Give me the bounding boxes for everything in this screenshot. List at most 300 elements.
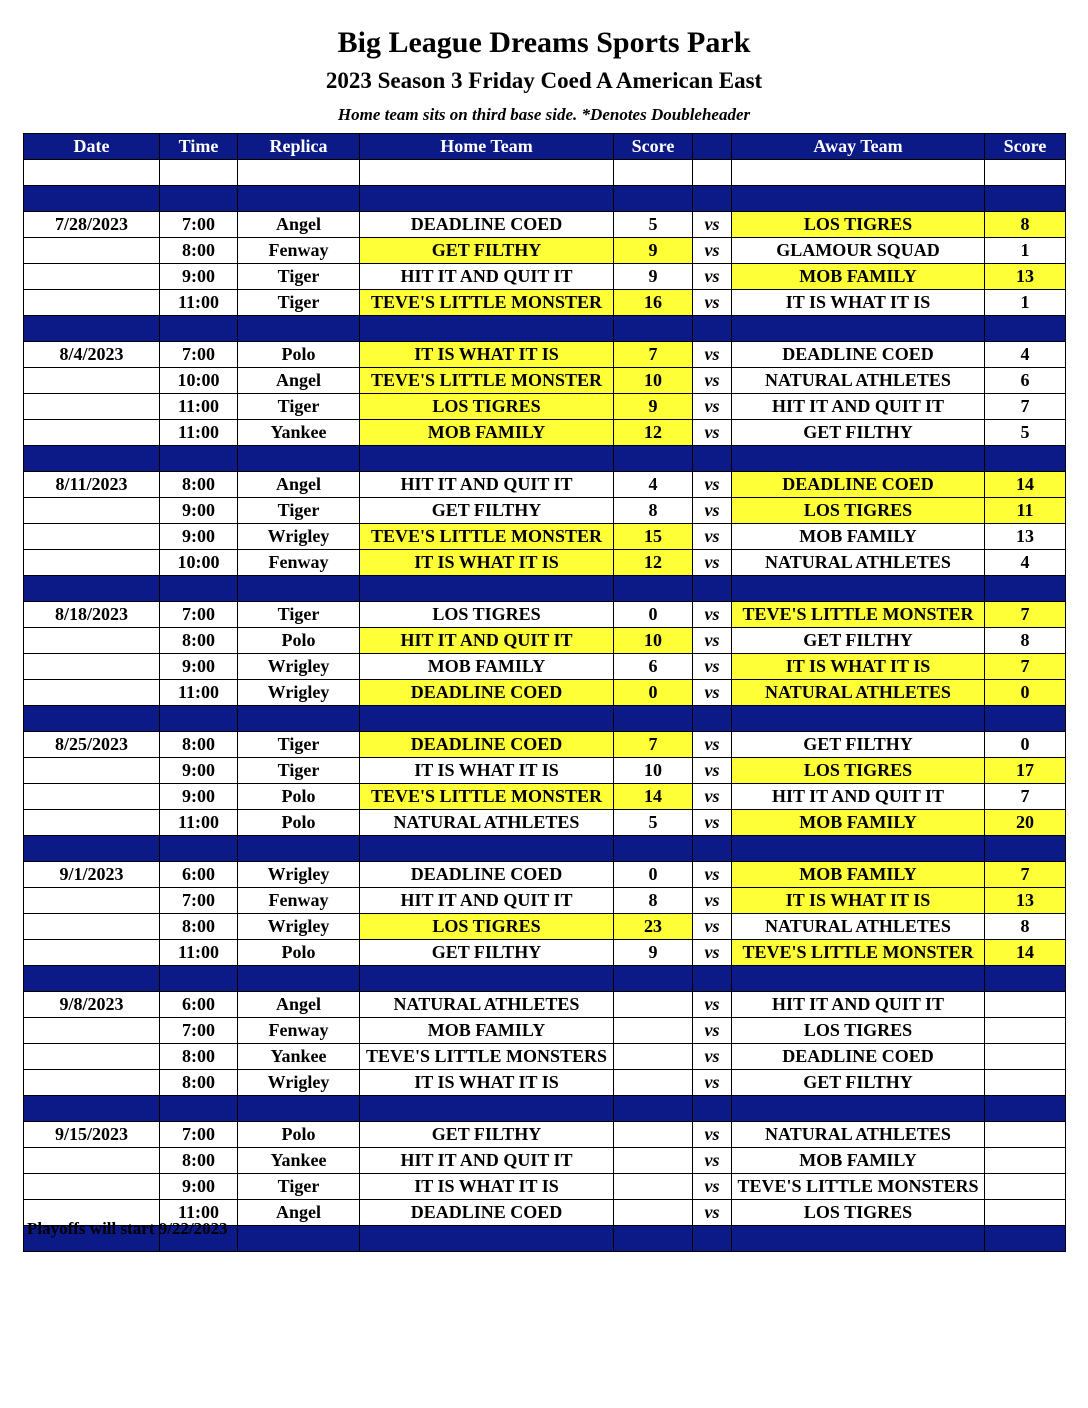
game-row: [24, 914, 1066, 940]
field-cell: Wrigley: [238, 524, 360, 550]
home-team-cell: GET FILTHY: [360, 1122, 614, 1148]
home-score-cell: 8: [614, 888, 693, 914]
separator-cell: [360, 836, 614, 862]
separator-cell: [238, 1096, 360, 1122]
away-team-cell: HIT IT AND QUIT IT: [732, 992, 985, 1018]
date-cell: [24, 888, 160, 914]
away-score-cell: 7: [985, 784, 1066, 810]
field-cell: Yankee: [238, 420, 360, 446]
home-team-cell: HIT IT AND QUIT IT: [360, 472, 614, 498]
field-cell: Tiger: [238, 732, 360, 758]
blank-cell: [732, 160, 985, 186]
separator-cell: [160, 966, 238, 992]
time-cell: 9:00: [160, 498, 238, 524]
separator-cell: [238, 1226, 360, 1252]
blank-cell: [693, 160, 732, 186]
separator-cell: [732, 1096, 985, 1122]
game-row: [24, 212, 1066, 238]
vs-cell: vs: [693, 498, 732, 524]
game-row: [24, 420, 1066, 446]
separator-cell: [985, 706, 1066, 732]
away-team-cell: LOS TIGRES: [732, 212, 985, 238]
away-team-cell: MOB FAMILY: [732, 524, 985, 550]
away-score-cell: 1: [985, 238, 1066, 264]
game-row: [24, 368, 1066, 394]
col-header-away-score: Score: [985, 134, 1066, 160]
date-cell: [24, 758, 160, 784]
separator-cell: [732, 966, 985, 992]
vs-cell: vs: [693, 550, 732, 576]
home-score-cell: 14: [614, 784, 693, 810]
separator-cell: [614, 316, 693, 342]
field-cell: Fenway: [238, 238, 360, 264]
date-cell: [24, 264, 160, 290]
field-cell: Fenway: [238, 550, 360, 576]
away-team-cell: HIT IT AND QUIT IT: [732, 784, 985, 810]
home-team-cell: GET FILTHY: [360, 238, 614, 264]
separator-cell: [160, 316, 238, 342]
home-team-cell: HIT IT AND QUIT IT: [360, 264, 614, 290]
away-team-cell: HIT IT AND QUIT IT: [732, 394, 985, 420]
time-cell: 6:00: [160, 862, 238, 888]
vs-cell: vs: [693, 1070, 732, 1096]
time-cell: 9:00: [160, 1174, 238, 1200]
away-team-cell: GET FILTHY: [732, 1070, 985, 1096]
game-row: [24, 784, 1066, 810]
vs-cell: vs: [693, 394, 732, 420]
game-row: [24, 888, 1066, 914]
home-score-cell: 16: [614, 290, 693, 316]
away-team-cell: MOB FAMILY: [732, 1148, 985, 1174]
time-cell: 7:00: [160, 212, 238, 238]
field-cell: Polo: [238, 810, 360, 836]
home-team-cell: IT IS WHAT IT IS: [360, 550, 614, 576]
home-team-cell: IT IS WHAT IT IS: [360, 342, 614, 368]
home-score-cell: 10: [614, 758, 693, 784]
game-row: [24, 264, 1066, 290]
vs-cell: vs: [693, 1148, 732, 1174]
date-cell: [24, 810, 160, 836]
home-team-cell: TEVE'S LITTLE MONSTER: [360, 524, 614, 550]
away-score-cell: 5: [985, 420, 1066, 446]
col-header-home-team: Home Team: [360, 134, 614, 160]
home-team-cell: HIT IT AND QUIT IT: [360, 1148, 614, 1174]
time-cell: 11:00: [160, 394, 238, 420]
away-team-cell: NATURAL ATHLETES: [732, 1122, 985, 1148]
away-score-cell: 4: [985, 550, 1066, 576]
blank-cell: [238, 160, 360, 186]
field-cell: Fenway: [238, 888, 360, 914]
vs-cell: vs: [693, 914, 732, 940]
separator-cell: [693, 966, 732, 992]
home-team-cell: IT IS WHAT IT IS: [360, 1174, 614, 1200]
separator-cell: [614, 1226, 693, 1252]
field-cell: Angel: [238, 368, 360, 394]
home-score-cell: 9: [614, 394, 693, 420]
game-row: [24, 940, 1066, 966]
away-team-cell: NATURAL ATHLETES: [732, 550, 985, 576]
away-score-cell: 13: [985, 888, 1066, 914]
field-cell: Angel: [238, 1200, 360, 1226]
separator-cell: [238, 706, 360, 732]
time-cell: 8:00: [160, 1070, 238, 1096]
time-cell: 9:00: [160, 758, 238, 784]
away-team-cell: GET FILTHY: [732, 420, 985, 446]
time-cell: 11:00: [160, 420, 238, 446]
separator-cell: [732, 316, 985, 342]
field-cell: Angel: [238, 992, 360, 1018]
time-cell: 11:00: [160, 680, 238, 706]
away-team-cell: NATURAL ATHLETES: [732, 680, 985, 706]
vs-cell: vs: [693, 628, 732, 654]
home-team-cell: LOS TIGRES: [360, 602, 614, 628]
date-cell: [24, 628, 160, 654]
col-header-replica: Replica: [238, 134, 360, 160]
separator-cell: [160, 446, 238, 472]
date-cell: 8/11/2023: [24, 472, 160, 498]
field-cell: Wrigley: [238, 862, 360, 888]
separator-cell: [693, 186, 732, 212]
separator-cell: [238, 836, 360, 862]
col-header-time: Time: [160, 134, 238, 160]
vs-cell: vs: [693, 732, 732, 758]
home-score-cell: 10: [614, 368, 693, 394]
vs-cell: vs: [693, 1122, 732, 1148]
time-cell: 7:00: [160, 1018, 238, 1044]
vs-cell: vs: [693, 810, 732, 836]
game-row: [24, 628, 1066, 654]
time-cell: 6:00: [160, 992, 238, 1018]
date-cell: [24, 394, 160, 420]
field-cell: Tiger: [238, 758, 360, 784]
date-cell: [24, 654, 160, 680]
vs-cell: vs: [693, 1044, 732, 1070]
time-cell: 8:00: [160, 914, 238, 940]
game-row: [24, 342, 1066, 368]
separator-cell: [614, 836, 693, 862]
home-score-cell: 23: [614, 914, 693, 940]
vs-cell: vs: [693, 602, 732, 628]
separator-cell: [732, 186, 985, 212]
week-separator-row: [24, 966, 1066, 992]
away-team-cell: DEADLINE COED: [732, 1044, 985, 1070]
home-score-cell: [614, 1174, 693, 1200]
away-score-cell: 0: [985, 732, 1066, 758]
away-score-cell: 13: [985, 264, 1066, 290]
field-cell: Angel: [238, 212, 360, 238]
date-cell: 7/28/2023: [24, 212, 160, 238]
date-cell: 9/8/2023: [24, 992, 160, 1018]
date-cell: 8/4/2023: [24, 342, 160, 368]
separator-cell: [732, 576, 985, 602]
vs-cell: vs: [693, 472, 732, 498]
separator-cell: [24, 706, 160, 732]
field-cell: Polo: [238, 628, 360, 654]
separator-cell: [693, 836, 732, 862]
game-row: [24, 1018, 1066, 1044]
separator-cell: [238, 966, 360, 992]
home-team-cell: HIT IT AND QUIT IT: [360, 628, 614, 654]
home-team-cell: GET FILTHY: [360, 498, 614, 524]
col-header-away-team: Away Team: [732, 134, 985, 160]
date-cell: [24, 1070, 160, 1096]
separator-cell: [360, 576, 614, 602]
time-cell: 7:00: [160, 888, 238, 914]
away-team-cell: MOB FAMILY: [732, 264, 985, 290]
vs-cell: vs: [693, 1018, 732, 1044]
home-score-cell: 9: [614, 940, 693, 966]
away-score-cell: [985, 1200, 1066, 1226]
field-cell: Wrigley: [238, 914, 360, 940]
away-score-cell: [985, 1044, 1066, 1070]
vs-cell: vs: [693, 680, 732, 706]
game-row: [24, 602, 1066, 628]
away-team-cell: IT IS WHAT IT IS: [732, 290, 985, 316]
home-score-cell: 5: [614, 810, 693, 836]
game-row: [24, 1174, 1066, 1200]
blank-cell: [614, 160, 693, 186]
home-team-cell: IT IS WHAT IT IS: [360, 1070, 614, 1096]
away-team-cell: LOS TIGRES: [732, 1018, 985, 1044]
away-score-cell: 20: [985, 810, 1066, 836]
schedule-body: [24, 160, 1066, 1252]
game-row: [24, 1044, 1066, 1070]
away-team-cell: IT IS WHAT IT IS: [732, 654, 985, 680]
game-row: [24, 524, 1066, 550]
date-cell: 9/15/2023: [24, 1122, 160, 1148]
away-team-cell: TEVE'S LITTLE MONSTER: [732, 602, 985, 628]
separator-cell: [24, 186, 160, 212]
home-team-cell: LOS TIGRES: [360, 394, 614, 420]
field-cell: Fenway: [238, 1018, 360, 1044]
vs-cell: vs: [693, 264, 732, 290]
separator-cell: [160, 706, 238, 732]
away-team-cell: GET FILTHY: [732, 628, 985, 654]
home-score-cell: 0: [614, 862, 693, 888]
game-row: [24, 1070, 1066, 1096]
separator-cell: [732, 1226, 985, 1252]
separator-cell: [985, 1226, 1066, 1252]
separator-cell: [24, 966, 160, 992]
vs-cell: vs: [693, 524, 732, 550]
away-score-cell: 7: [985, 602, 1066, 628]
game-row: [24, 862, 1066, 888]
date-cell: [24, 550, 160, 576]
game-row: [24, 758, 1066, 784]
away-score-cell: 6: [985, 368, 1066, 394]
away-team-cell: TEVE'S LITTLE MONSTERS: [732, 1174, 985, 1200]
separator-cell: [238, 576, 360, 602]
vs-cell: vs: [693, 1200, 732, 1226]
separator-cell: [985, 186, 1066, 212]
game-row: [24, 472, 1066, 498]
vs-cell: vs: [693, 420, 732, 446]
away-team-cell: NATURAL ATHLETES: [732, 914, 985, 940]
vs-cell: vs: [693, 888, 732, 914]
time-cell: 9:00: [160, 264, 238, 290]
away-score-cell: 14: [985, 472, 1066, 498]
home-score-cell: 6: [614, 654, 693, 680]
date-cell: [24, 784, 160, 810]
home-team-cell: NATURAL ATHLETES: [360, 992, 614, 1018]
game-row: [24, 732, 1066, 758]
separator-cell: [985, 966, 1066, 992]
field-cell: Wrigley: [238, 680, 360, 706]
separator-cell: [24, 1096, 160, 1122]
home-team-cell: DEADLINE COED: [360, 862, 614, 888]
home-score-cell: [614, 1200, 693, 1226]
away-score-cell: 11: [985, 498, 1066, 524]
vs-cell: vs: [693, 940, 732, 966]
separator-cell: [732, 446, 985, 472]
home-score-cell: 4: [614, 472, 693, 498]
away-score-cell: [985, 1070, 1066, 1096]
separator-cell: [693, 576, 732, 602]
week-separator-row: [24, 836, 1066, 862]
time-cell: 11:00: [160, 1200, 238, 1226]
home-score-cell: 7: [614, 342, 693, 368]
home-team-cell: TEVE'S LITTLE MONSTERS: [360, 1044, 614, 1070]
field-cell: Tiger: [238, 264, 360, 290]
field-cell: Tiger: [238, 498, 360, 524]
separator-cell: [24, 446, 160, 472]
home-team-cell: DEADLINE COED: [360, 212, 614, 238]
field-cell: Tiger: [238, 602, 360, 628]
date-cell: [24, 1044, 160, 1070]
game-row: [24, 992, 1066, 1018]
separator-cell: [693, 316, 732, 342]
blank-cell: [985, 160, 1066, 186]
away-score-cell: 14: [985, 940, 1066, 966]
away-score-cell: [985, 1018, 1066, 1044]
away-team-cell: DEADLINE COED: [732, 472, 985, 498]
field-cell: Polo: [238, 940, 360, 966]
time-cell: 8:00: [160, 1148, 238, 1174]
home-team-cell: MOB FAMILY: [360, 654, 614, 680]
away-team-cell: GET FILTHY: [732, 732, 985, 758]
separator-cell: [160, 186, 238, 212]
schedule-table: [23, 133, 1066, 1252]
vs-cell: vs: [693, 212, 732, 238]
col-header-home-score: Score: [614, 134, 693, 160]
vs-cell: vs: [693, 758, 732, 784]
home-team-cell: TEVE'S LITTLE MONSTER: [360, 784, 614, 810]
separator-cell: [360, 1096, 614, 1122]
away-score-cell: 7: [985, 394, 1066, 420]
time-cell: 7:00: [160, 1122, 238, 1148]
away-team-cell: MOB FAMILY: [732, 810, 985, 836]
time-cell: 8:00: [160, 472, 238, 498]
away-team-cell: GLAMOUR SQUAD: [732, 238, 985, 264]
field-cell: Polo: [238, 1122, 360, 1148]
vs-cell: vs: [693, 290, 732, 316]
separator-cell: [732, 836, 985, 862]
home-team-cell: DEADLINE COED: [360, 732, 614, 758]
home-score-cell: 9: [614, 238, 693, 264]
separator-cell: [693, 1096, 732, 1122]
vs-cell: vs: [693, 342, 732, 368]
away-score-cell: 1: [985, 290, 1066, 316]
game-row: [24, 1122, 1066, 1148]
field-cell: Angel: [238, 472, 360, 498]
vs-cell: vs: [693, 368, 732, 394]
time-cell: 9:00: [160, 784, 238, 810]
away-score-cell: 4: [985, 342, 1066, 368]
separator-cell: [985, 576, 1066, 602]
separator-cell: [238, 186, 360, 212]
away-score-cell: 0: [985, 680, 1066, 706]
away-team-cell: DEADLINE COED: [732, 342, 985, 368]
separator-cell: [360, 446, 614, 472]
away-team-cell: TEVE'S LITTLE MONSTER: [732, 940, 985, 966]
date-cell: [24, 290, 160, 316]
away-team-cell: LOS TIGRES: [732, 758, 985, 784]
date-cell: [24, 1148, 160, 1174]
col-header-date: Date: [24, 134, 160, 160]
home-team-cell: TEVE'S LITTLE MONSTER: [360, 290, 614, 316]
home-score-cell: [614, 1148, 693, 1174]
time-cell: 11:00: [160, 810, 238, 836]
week-separator-row: [24, 446, 1066, 472]
game-row: [24, 498, 1066, 524]
field-cell: Tiger: [238, 1174, 360, 1200]
home-team-cell: DEADLINE COED: [360, 1200, 614, 1226]
date-cell: [24, 368, 160, 394]
time-cell: 10:00: [160, 550, 238, 576]
home-team-cell: MOB FAMILY: [360, 1018, 614, 1044]
away-score-cell: [985, 1148, 1066, 1174]
home-team-cell: IT IS WHAT IT IS: [360, 758, 614, 784]
separator-cell: [732, 706, 985, 732]
vs-cell: vs: [693, 1174, 732, 1200]
time-cell: 8:00: [160, 238, 238, 264]
away-score-cell: 8: [985, 914, 1066, 940]
blank-cell: [24, 160, 160, 186]
home-score-cell: [614, 1018, 693, 1044]
date-cell: [24, 914, 160, 940]
home-score-cell: [614, 1044, 693, 1070]
home-score-cell: 0: [614, 680, 693, 706]
date-cell: 8/18/2023: [24, 602, 160, 628]
game-row: [24, 654, 1066, 680]
week-separator-row: [24, 576, 1066, 602]
home-score-cell: 5: [614, 212, 693, 238]
col-header-vs: [693, 134, 732, 160]
home-score-cell: 15: [614, 524, 693, 550]
date-cell: [24, 238, 160, 264]
vs-cell: vs: [693, 992, 732, 1018]
playoffs-footnote: Playoffs will start 9/22/2023: [27, 1219, 228, 1238]
separator-cell: [160, 1096, 238, 1122]
game-row: [24, 1148, 1066, 1174]
separator-cell: [360, 186, 614, 212]
separator-cell: [985, 836, 1066, 862]
date-cell: 9/1/2023: [24, 862, 160, 888]
blank-cell: [160, 160, 238, 186]
time-cell: 8:00: [160, 1044, 238, 1070]
week-separator-row: [24, 706, 1066, 732]
separator-cell: [614, 576, 693, 602]
home-score-cell: [614, 992, 693, 1018]
field-cell: Tiger: [238, 394, 360, 420]
away-team-cell: IT IS WHAT IT IS: [732, 888, 985, 914]
home-score-cell: 10: [614, 628, 693, 654]
separator-cell: [614, 966, 693, 992]
away-score-cell: [985, 1174, 1066, 1200]
table-header-row: [24, 134, 1066, 160]
week-separator-row: [24, 1096, 1066, 1122]
game-row: [24, 238, 1066, 264]
